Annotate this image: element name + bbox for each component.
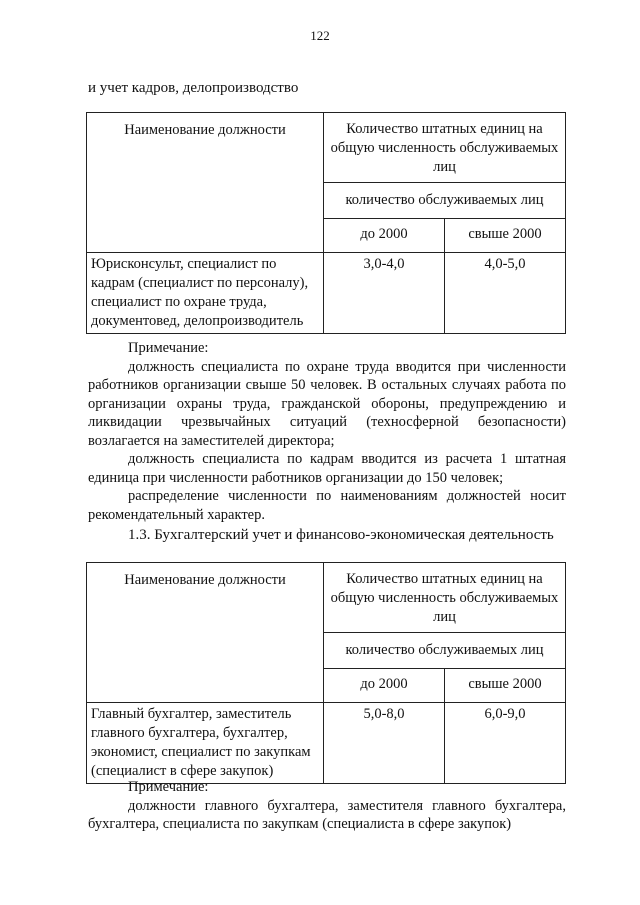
table2-header-position: Наименование должности (87, 563, 324, 703)
table2-row-position: Главный бухгалтер, заместитель главного бухгалтера, бухгалтер, экономист, специалист по закупкам (специалист в сфере закупок) (87, 703, 324, 784)
section-title: 1.3. Бухгалтерский учет и финансово-экономическая деятельность (128, 527, 554, 543)
note-block-2 (88, 778, 566, 834)
table2-header-count: Количество штатных единиц на общую численность обслуживаемых лиц (324, 563, 566, 633)
table1-row-value-a: 3,0-4,0 (324, 253, 445, 334)
note-block-1 (88, 339, 566, 524)
note2-label: Примечание: (128, 779, 209, 795)
table2-row-value-a: 5,0-8,0 (324, 703, 445, 784)
staffing-table-2 (86, 562, 566, 784)
page-number: 122 (310, 28, 330, 43)
table2-col-b: свыше 2000 (445, 669, 566, 703)
section-heading: и учет кадров, делопроизводство (88, 80, 299, 96)
table1-row-value-b: 4,0-5,0 (445, 253, 566, 334)
note1-paragraph-2: должность специалиста по кадрам вводится из расчета 1 штатная единица при численности работников организации до 150 человек; (88, 451, 566, 486)
note1-label: Примечание: (128, 340, 209, 356)
table1-header-position: Наименование должности (87, 113, 324, 253)
table-row (87, 253, 566, 334)
table2-col-a: до 2000 (324, 669, 445, 703)
table2-row-value-b: 6,0-9,0 (445, 703, 566, 784)
table1-header-count: Количество штатных единиц на общую численность обслуживаемых лиц (324, 113, 566, 183)
note2-paragraph-1: должности главного бухгалтера, заместителя главного бухгалтера, бухгалтера, специалиста по закупкам (специалиста в сфере закупок) (88, 797, 566, 832)
table1-col-a: до 2000 (324, 219, 445, 253)
note1-paragraph-1: должность специалиста по охране труда вводится при численности работников организации свыше 50 человек. В остальных случаях работа по организации охраны труда, гражданской обороны, предупреждению и ликвидации чрезвычайных ситуаций (техносферной безопасности) возлагается на заместителей директора; (88, 358, 566, 449)
staffing-table-1 (86, 112, 566, 334)
table1-row-position: Юрисконсульт, специалист по кадрам (специалист по персоналу), специалист по охране труда, документовед, делопроизводитель (87, 253, 324, 334)
table-row (87, 703, 566, 784)
table1-subheader: количество обслуживаемых лиц (324, 183, 566, 219)
note1-paragraph-3: распределение численности по наименованиям должностей носит рекомендательный характер. (88, 488, 566, 523)
table2-subheader: количество обслуживаемых лиц (324, 633, 566, 669)
table1-col-b: свыше 2000 (445, 219, 566, 253)
